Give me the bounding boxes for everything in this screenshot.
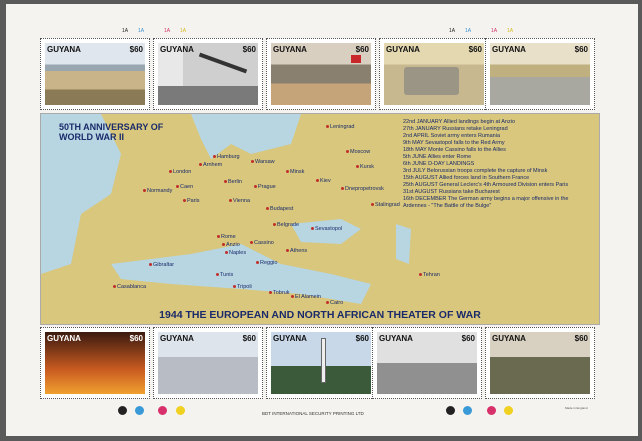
city-label: Arnhem <box>199 162 222 168</box>
city-label: Cassino <box>250 240 274 246</box>
event-item: 6th JUNE D-DAY LANDINGS <box>403 161 475 167</box>
stamp-country: GUYANA <box>386 45 420 54</box>
stamp-tanks-beach <box>40 38 150 110</box>
stamp-country: GUYANA <box>492 334 526 343</box>
city-label: Dnepropetrovsk <box>341 186 384 192</box>
event-item: 18th MAY Monte Cassino falls to the Allies <box>403 147 506 153</box>
city-label: Leningrad <box>326 124 354 130</box>
stamp-value: $60 <box>242 45 256 54</box>
city-label: Prague <box>254 184 276 190</box>
city-label: Sevastopol <box>311 226 342 232</box>
printer-imprint: BDT INTERNATIONAL SECURITY PRINTING LTD <box>262 411 364 416</box>
plate-number: 1A <box>164 28 171 34</box>
plate-number: 1A <box>138 28 145 34</box>
stamp-tank-ardennes <box>485 327 595 399</box>
city-label: Casablanca <box>113 284 146 290</box>
event-item: 22nd JANUARY Allied landings begin at Anzio <box>403 119 516 125</box>
stamp-value: $60 <box>574 45 588 54</box>
register-dot-magenta <box>487 406 496 415</box>
plate-number: 1A <box>507 28 514 34</box>
map-banner: 1944 THE EUROPEAN AND NORTH AFRICAN THEATER OF WAR <box>159 309 481 321</box>
stamp-value: $60 <box>242 334 256 343</box>
plate-number: 1A <box>180 28 187 34</box>
city-label: Tehran <box>419 272 440 278</box>
stamp-tank-flag <box>266 38 376 110</box>
city-label: Athens <box>286 248 307 254</box>
plate-number: 1A <box>465 28 472 34</box>
event-item: 3rd JULY Belorussian troops complete the capture of Minsk <box>403 168 548 174</box>
city-label: Belgrade <box>273 222 299 228</box>
stamp-value: $60 <box>129 334 143 343</box>
stamp-armoured-vehicle <box>379 38 489 110</box>
city-label: Tunis <box>216 272 233 278</box>
city-label: London <box>169 169 191 175</box>
city-label: Cairo <box>326 300 343 306</box>
city-label: Kursk <box>356 164 374 170</box>
europe-map <box>40 113 600 325</box>
plate-number: 1A <box>122 28 129 34</box>
plate-number: 1A <box>449 28 456 34</box>
city-label: Gibraltar <box>149 262 174 268</box>
event-item: 16th DECEMBER The German army begins a major offensive in the Ardennes - "The Battle of the Bulge" <box>403 196 569 209</box>
stamp-bomber-plane <box>153 38 263 110</box>
event-item: 5th JUNE Allies enter Rome <box>403 154 472 160</box>
city-label: Normandy <box>143 188 172 194</box>
stamp-paris-arch <box>153 327 263 399</box>
event-item: 31st AUGUST Russians take Bucharest <box>403 189 500 195</box>
stamp-country: GUYANA <box>160 45 194 54</box>
city-label: Moscow <box>346 149 370 155</box>
register-dot-cyan <box>463 406 472 415</box>
stamp-country: GUYANA <box>492 45 526 54</box>
city-label: Tobruk <box>269 290 290 296</box>
plate-number: 1A <box>491 28 498 34</box>
register-dot-black <box>118 406 127 415</box>
small-imprint: Made in England <box>565 406 588 410</box>
map-title: 50TH ANNIVERSARY OF WORLD WAR II <box>59 122 164 142</box>
city-label: Naples <box>225 250 246 256</box>
event-item: 15th AUGUST Allied forces land in Southern France <box>403 175 530 181</box>
stamp-country: GUYANA <box>379 334 413 343</box>
stamp-value: $60 <box>468 45 482 54</box>
stamp-value: $60 <box>461 334 475 343</box>
city-label: Paris <box>183 198 200 204</box>
stamp-country: GUYANA <box>47 334 81 343</box>
events-list <box>403 119 593 210</box>
register-dot-black <box>446 406 455 415</box>
register-dot-yellow <box>176 406 185 415</box>
stamp-country: GUYANA <box>160 334 194 343</box>
event-item: 27th JANUARY Russians retake Leningrad <box>403 126 508 132</box>
stamp-country: GUYANA <box>273 334 307 343</box>
stamp-value: $60 <box>355 334 369 343</box>
stamp-value: $60 <box>129 45 143 54</box>
register-dot-yellow <box>504 406 513 415</box>
event-item: 2nd APRIL Soviet army enters Rumania <box>403 133 501 139</box>
city-label: Hamburg <box>213 154 240 160</box>
city-label: Tripoli <box>233 284 252 290</box>
register-dot-cyan <box>135 406 144 415</box>
city-label: Budapest <box>266 206 293 212</box>
city-label: Kiev <box>316 178 331 184</box>
stamp-v2-rocket <box>266 327 376 399</box>
stamp-bombing-raid <box>372 327 482 399</box>
city-label: Rome <box>217 234 236 240</box>
stamp-london-v1 <box>40 327 150 399</box>
city-label: Vienna <box>229 198 250 204</box>
city-label: Stalingrad <box>371 202 400 208</box>
stamp-value: $60 <box>355 45 369 54</box>
city-label: Berlin <box>224 179 242 185</box>
city-label: Reggio <box>256 260 277 266</box>
event-item: 25th AUGUST General Leclerc's 4th Armoured Division enters Paris <box>403 182 569 188</box>
stamp-value: $60 <box>574 334 588 343</box>
stamp-country: GUYANA <box>273 45 307 54</box>
city-label: Minsk <box>286 169 304 175</box>
city-label: Anzio <box>222 242 240 248</box>
stamp-convoy <box>485 38 595 110</box>
register-dot-magenta <box>158 406 167 415</box>
city-label: Warsaw <box>251 159 275 165</box>
event-item: 9th MAY Sevastopol falls to the Red Army <box>403 140 505 146</box>
city-label: Caen <box>176 184 193 190</box>
stamp-country: GUYANA <box>47 45 81 54</box>
city-label: El Alamein <box>291 294 321 300</box>
